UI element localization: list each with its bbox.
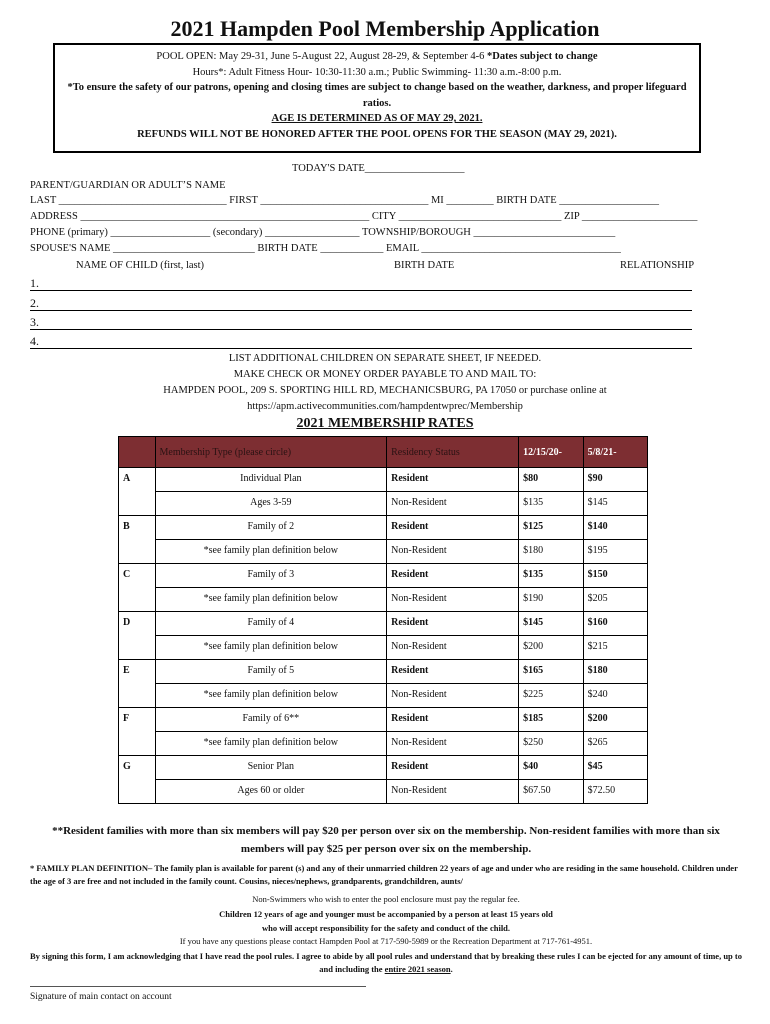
plan-detail: *see family plan definition below	[155, 684, 387, 708]
family-plan-definition: * FAMILY PLAN DEFINITION– The family plan is available for parent (s) and any of their unmarried children 22 years of age and under who are residing in the same household. Children under the age of 3 are free and not included in the family count. Cousins, nieces/nephews, grandparents, grandchildren, aunts/	[30, 863, 738, 886]
non-resident-label: Non-Resident	[387, 780, 519, 804]
table-row	[119, 588, 648, 612]
signing-season: entire 2021 season	[384, 964, 451, 974]
resident-price-2: $90	[583, 468, 647, 492]
pool-notice-box	[53, 43, 701, 153]
child-line-1[interactable]	[30, 276, 692, 291]
responsibility-note: who will accept responsibility for the safety and conduct of the child.	[261, 923, 511, 933]
resident-label: Resident	[387, 660, 519, 684]
resident-label: Resident	[387, 612, 519, 636]
resident-price-1: $145	[519, 612, 584, 636]
table-row	[119, 516, 648, 540]
resident-price-1: $40	[519, 756, 584, 780]
plan-name[interactable]: Family of 2	[155, 516, 387, 540]
child-line-3[interactable]	[30, 315, 692, 330]
child-birth-label: BIRTH DATE	[394, 260, 455, 271]
resident-label: Resident	[387, 756, 519, 780]
spouse-row[interactable]: SPOUSE'S NAME ___________________________ BIRTH DATE ____________ EMAIL ______________________________________	[30, 243, 621, 254]
non-resident-price-1: $180	[519, 540, 584, 564]
notice-line-safety: *To ensure the safety of our patrons, opening and closing times are subject to change based on the weather, darkness, and proper lifeguard ratios.	[67, 82, 687, 109]
table-row	[119, 468, 648, 492]
header-letter	[119, 437, 156, 468]
table-row	[119, 660, 648, 684]
rates-title: 2021 MEMBERSHIP RATES	[296, 416, 474, 431]
child-line-2[interactable]	[30, 296, 692, 311]
resident-label: Resident	[387, 468, 519, 492]
child-number: 1.	[30, 276, 39, 290]
resident-price-1: $185	[519, 708, 584, 732]
table-row	[119, 492, 648, 516]
child-number: 4.	[30, 334, 39, 348]
child-number: 2.	[30, 296, 39, 310]
signing-period: .	[450, 964, 453, 974]
plan-letter[interactable]: F	[119, 708, 156, 756]
non-resident-price-1: $190	[519, 588, 584, 612]
plan-detail: *see family plan definition below	[155, 588, 387, 612]
non-resident-price-2: $195	[583, 540, 647, 564]
table-row	[119, 564, 648, 588]
child-line-4[interactable]	[30, 334, 692, 349]
child-number: 3.	[30, 315, 39, 329]
table-row	[119, 732, 648, 756]
resident-price-2: $150	[583, 564, 647, 588]
table-row	[119, 636, 648, 660]
signing-acknowledgement	[30, 950, 742, 976]
resident-price-2: $160	[583, 612, 647, 636]
plan-letter[interactable]: C	[119, 564, 156, 612]
resident-price-2: $200	[583, 708, 647, 732]
plan-letter[interactable]: D	[119, 612, 156, 660]
six-members-note: **Resident families with more than six members will pay $20 per person over six on the membership. Non-resident families with more than six members will pay $25 per person over six on the membership.	[52, 825, 720, 855]
non-resident-price-2: $145	[583, 492, 647, 516]
notice-line-refunds: REFUNDS WILL NOT BE HONORED AFTER THE POOL OPENS FOR THE SEASON (MAY 29, 2021).	[137, 128, 617, 140]
non-resident-price-2: $240	[583, 684, 647, 708]
resident-price-1: $125	[519, 516, 584, 540]
child-name-label: NAME OF CHILD (first, last)	[76, 260, 205, 271]
non-swimmers-note: Non-Swimmers who wish to enter the pool enclosure must pay the regular fee.	[252, 894, 520, 904]
plan-letter[interactable]: B	[119, 516, 156, 564]
plan-detail: *see family plan definition below	[155, 732, 387, 756]
resident-price-1: $135	[519, 564, 584, 588]
resident-price-1: $165	[519, 660, 584, 684]
plan-name[interactable]: Senior Plan	[155, 756, 387, 780]
plan-name[interactable]: Family of 6**	[155, 708, 387, 732]
payable-note: MAKE CHECK OR MONEY ORDER PAYABLE TO AND MAIL TO:	[233, 369, 537, 380]
table-row	[119, 540, 648, 564]
guardian-heading: PARENT/GUARDIAN OR ADULT’S NAME	[30, 180, 226, 191]
resident-price-2: $45	[583, 756, 647, 780]
notice-line-age: AGE IS DETERMINED AS OF MAY 29, 2021.	[271, 113, 483, 124]
table-row	[119, 708, 648, 732]
signing-text: By signing this form, I am acknowledging that I have read the pool rules. I agree to abide by all pool rules and understand that by breaking these rules I can be ejected for any amount of time, up to and including the	[30, 951, 742, 974]
header-residency: Residency Status	[387, 437, 519, 468]
online-url[interactable]: https://apm.activecommunities.com/hampdentwprec/Membership	[247, 401, 523, 412]
non-resident-price-1: $200	[519, 636, 584, 660]
plan-name[interactable]: Individual Plan	[155, 468, 387, 492]
notice-line-hours: Hours*: Adult Fitness Hour- 10:30-11:30 a.m.; Public Swimming- 11:30 a.m.-8:00 p.m.	[192, 66, 562, 78]
header-date-2: 5/8/21-	[583, 437, 647, 468]
table-row	[119, 612, 648, 636]
children-age-note: Children 12 years of age and younger must be accompanied by a person at least 15 years old	[219, 909, 553, 919]
non-resident-price-2: $205	[583, 588, 647, 612]
resident-price-1: $80	[519, 468, 584, 492]
membership-rates-table	[118, 436, 648, 804]
plan-letter[interactable]: G	[119, 756, 156, 804]
questions-contact: If you have any questions please contact Hampden Pool at 717-590-5989 or the Recreation Department at 717-761-4951.	[179, 936, 593, 946]
todays-date-field[interactable]: TODAY'S DATE___________________	[292, 163, 465, 174]
resident-label: Resident	[387, 564, 519, 588]
table-row	[119, 780, 648, 804]
non-resident-label: Non-Resident	[387, 492, 519, 516]
plan-detail: Ages 3-59	[155, 492, 387, 516]
non-resident-price-2: $72.50	[583, 780, 647, 804]
resident-price-2: $180	[583, 660, 647, 684]
signature-line[interactable]	[30, 986, 366, 987]
child-relationship-label: RELATIONSHIP	[620, 260, 695, 271]
non-resident-label: Non-Resident	[387, 588, 519, 612]
plan-name[interactable]: Family of 5	[155, 660, 387, 684]
additional-children-note: LIST ADDITIONAL CHILDREN ON SEPARATE SHEET, IF NEEDED.	[228, 353, 542, 364]
resident-label: Resident	[387, 516, 519, 540]
address-row[interactable]: ADDRESS _______________________________________________________ CITY _______________________________ ZIP ______________________	[30, 211, 698, 222]
header-type: Membership Type (please circle)	[155, 437, 387, 468]
non-resident-price-1: $225	[519, 684, 584, 708]
non-resident-price-2: $265	[583, 732, 647, 756]
plan-name[interactable]: Family of 3	[155, 564, 387, 588]
signature-label: Signature of main contact on account	[30, 992, 172, 1002]
plan-letter[interactable]: A	[119, 468, 156, 516]
table-header-row	[119, 437, 648, 468]
notice-dates-text: POOL OPEN: May 29-31, June 5-August 22, August 28-29, & September 4-6	[156, 51, 488, 62]
plan-letter[interactable]: E	[119, 660, 156, 708]
plan-detail: *see family plan definition below	[155, 636, 387, 660]
resident-label: Resident	[387, 708, 519, 732]
non-resident-price-1: $67.50	[519, 780, 584, 804]
table-row	[119, 684, 648, 708]
table-row	[119, 756, 648, 780]
non-resident-label: Non-Resident	[387, 732, 519, 756]
page-title: 2021 Hampden Pool Membership Application	[170, 16, 600, 41]
non-resident-price-1: $250	[519, 732, 584, 756]
notice-dates-subject: *Dates subject to change	[487, 51, 598, 62]
resident-price-2: $140	[583, 516, 647, 540]
mailing-address: HAMPDEN POOL, 209 S. SPORTING HILL RD, MECHANICSBURG, PA 17050 or purchase online at	[163, 385, 607, 396]
plan-detail: Ages 60 or older	[155, 780, 387, 804]
guardian-name-row[interactable]: LAST ________________________________ FIRST ________________________________ MI _________ BIRTH DATE ___________________	[30, 195, 659, 206]
non-resident-price-2: $215	[583, 636, 647, 660]
non-resident-price-1: $135	[519, 492, 584, 516]
phone-row[interactable]: PHONE (primary) ___________________ (secondary) __________________ TOWNSHIP/BOROUGH ___________________________	[30, 227, 616, 238]
header-date-1: 12/15/20-	[519, 437, 584, 468]
notice-line-dates	[55, 49, 699, 65]
non-resident-label: Non-Resident	[387, 636, 519, 660]
non-resident-label: Non-Resident	[387, 684, 519, 708]
plan-detail: *see family plan definition below	[155, 540, 387, 564]
plan-name[interactable]: Family of 4	[155, 612, 387, 636]
non-resident-label: Non-Resident	[387, 540, 519, 564]
